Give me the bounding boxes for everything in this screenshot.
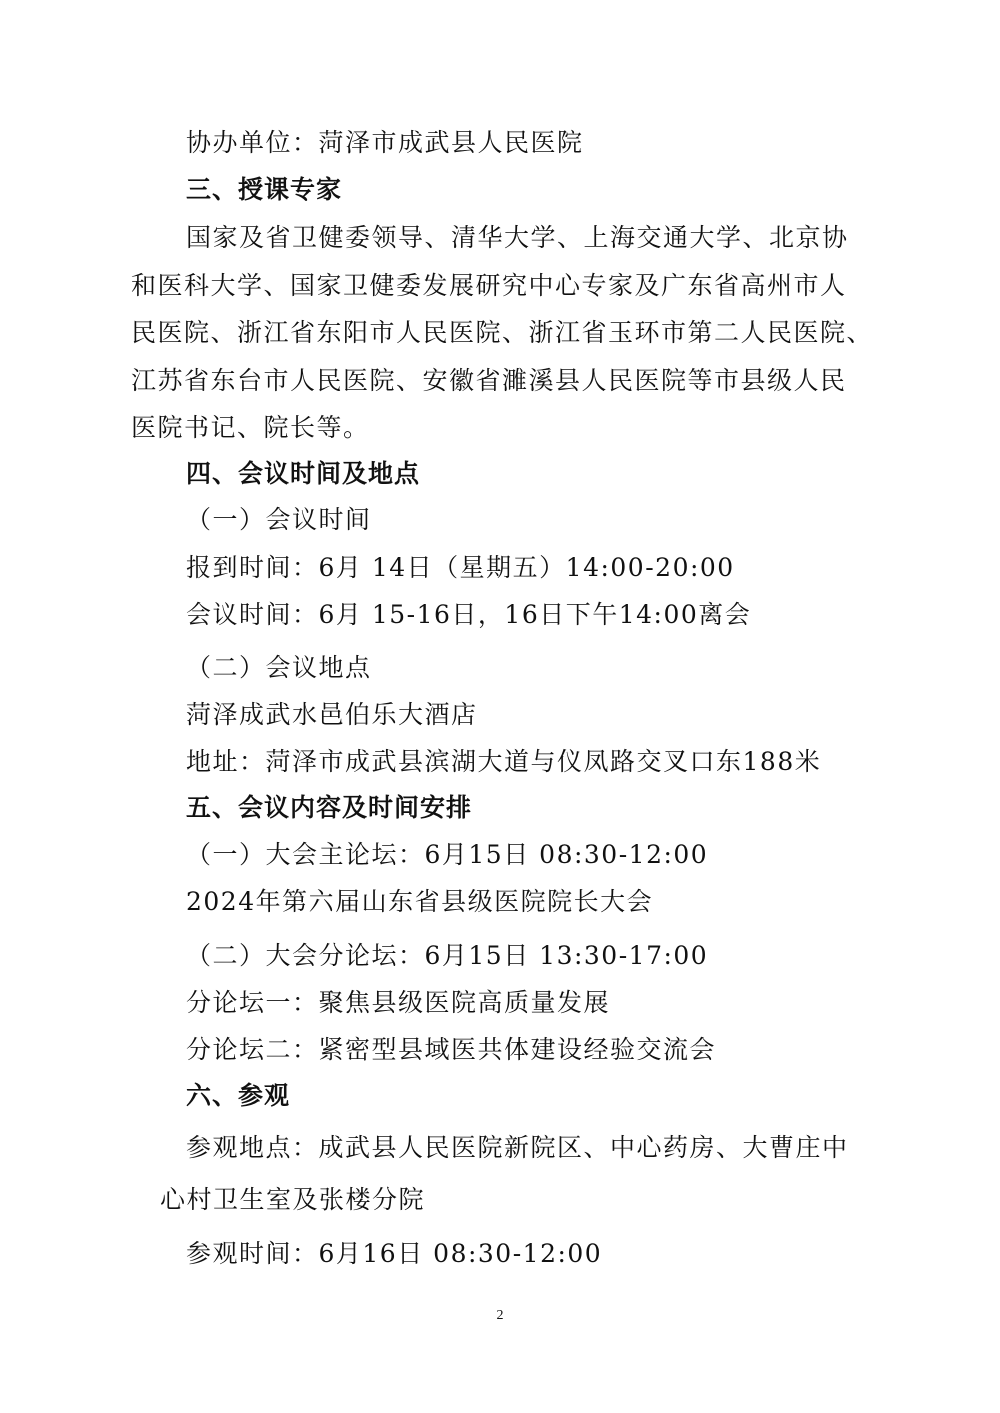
experts-paragraph-line-1: 国家及省卫健委领导、清华大学、上海交通大学、北京协	[186, 223, 849, 252]
visit-place-line-1: 参观地点：成武县人民医院新院区、中心药房、大曹庄中	[186, 1133, 849, 1162]
sub-forum-line: （二）大会分论坛：6月15日 13:30-17:00	[186, 941, 709, 970]
hotel-name-line: 菏泽成武水邑伯乐大酒店	[186, 700, 478, 729]
section-heading-visit: 六、参观	[186, 1081, 291, 1110]
visit-place-line-2: 心村卫生室及张楼分院	[160, 1185, 426, 1214]
experts-paragraph-line-3: 民医院、浙江省东阳市人民医院、浙江省玉环市第二人民医院、	[131, 318, 874, 347]
visit-time-line: 参观时间：6月16日 08:30-12:00	[186, 1239, 603, 1268]
main-forum-title-line: 2024年第六届山东省县级医院院长大会	[186, 887, 654, 916]
section-heading-experts: 三、授课专家	[186, 175, 343, 204]
experts-paragraph-line-5: 医院书记、院长等。	[131, 413, 370, 442]
section-heading-time-place: 四、会议时间及地点	[186, 459, 421, 488]
address-line: 地址：菏泽市成武县滨湖大道与仪凤路交叉口东188米	[186, 747, 822, 776]
page-number: 2	[496, 1308, 504, 1323]
subheading-meeting-place: （二）会议地点	[186, 653, 372, 682]
meeting-time-line: 会议时间：6月 15-16日，16日下午14:00离会	[186, 600, 752, 629]
main-forum-line: （一）大会主论坛：6月15日 08:30-12:00	[186, 840, 709, 869]
section-heading-agenda: 五、会议内容及时间安排	[186, 793, 473, 822]
registration-time-line: 报到时间：6月 14日（星期五）14:00-20:00	[186, 553, 735, 582]
co-organizer-line: 协办单位：菏泽市成武县人民医院	[186, 128, 584, 157]
experts-paragraph-line-4: 江苏省东台市人民医院、安徽省濉溪县人民医院等市县级人民	[131, 366, 847, 395]
sub-forum-one-line: 分论坛一：聚焦县级医院高质量发展	[186, 988, 611, 1017]
sub-forum-two-line: 分论坛二：紧密型县域医共体建设经验交流会	[186, 1035, 717, 1064]
experts-paragraph-line-2: 和医科大学、国家卫健委发展研究中心专家及广东省高州市人	[131, 271, 847, 300]
subheading-meeting-time: （一）会议时间	[186, 505, 372, 534]
